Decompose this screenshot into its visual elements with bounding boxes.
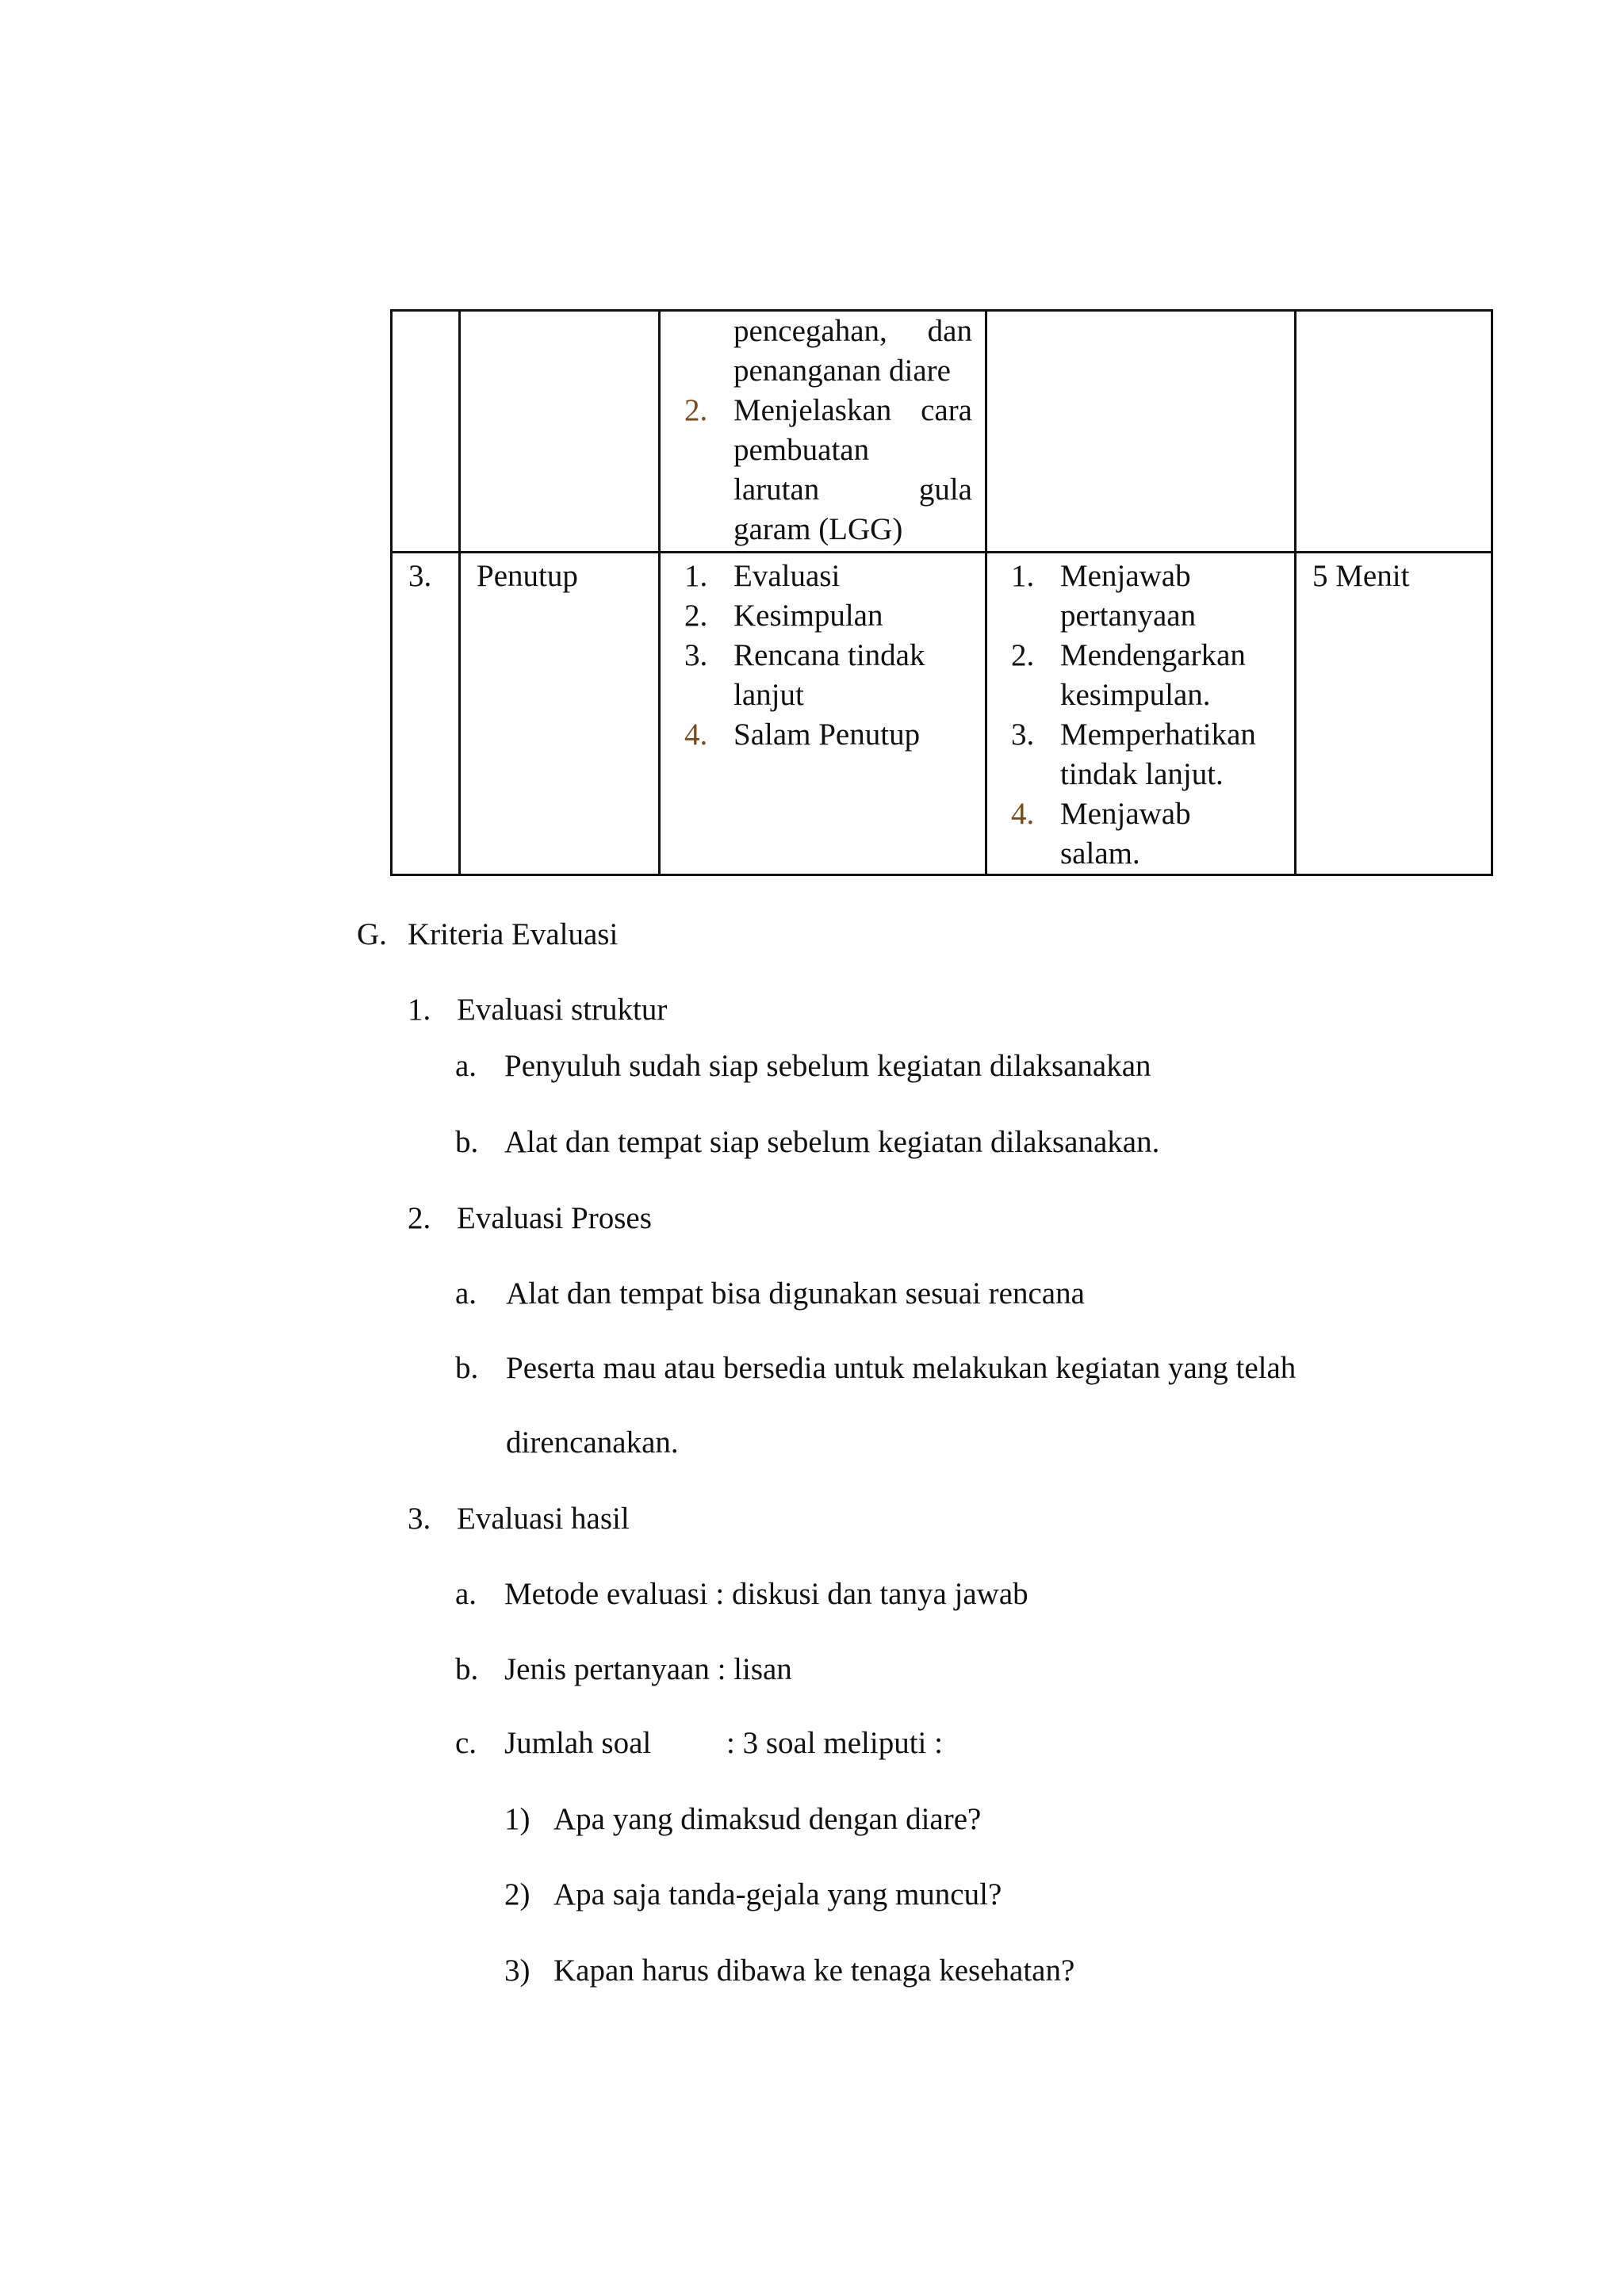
subitem-text-continued: direncanakan. (506, 1425, 679, 1460)
activity-continued-line: pencegahan, dan (733, 314, 972, 348)
table-cell-no (392, 553, 460, 875)
list-text: pembuatan (733, 433, 870, 467)
list-item (684, 715, 972, 755)
question-text: Apa yang dimaksud dengan diare? (553, 1802, 982, 1836)
list-item (684, 391, 972, 549)
list-item (1011, 715, 1281, 794)
table-cell-response (986, 311, 1296, 553)
subitem-text: Alat dan tempat siap sebelum kegiatan dilaksanakan. (504, 1125, 1160, 1159)
list-number: 1. (1011, 559, 1035, 593)
item-number: 2. (408, 1201, 431, 1235)
list-text: pertanyaan (1060, 599, 1197, 633)
list-text: Evaluasi (733, 559, 841, 593)
subitem-text: Peserta mau atau bersedia untuk melakukan kegiatan yang telah (506, 1351, 1297, 1385)
question-text: Kapan harus dibawa ke tenaga kesehatan? (553, 1954, 1075, 1988)
table-cell-time (1296, 311, 1492, 553)
list-text: Menjawab (1060, 559, 1191, 593)
question-number: 2) (504, 1877, 530, 1911)
subitem-text: Jenis pertanyaan : lisan (504, 1652, 792, 1686)
subitem-letter: b. (455, 1351, 479, 1385)
list-number: 4. (684, 718, 708, 752)
list-text: Memperhatikan (1060, 718, 1256, 752)
list-text: Rencana tindak (733, 638, 925, 672)
subitem-text: Metode evaluasi : diskusi dan tanya jawab (504, 1577, 1028, 1611)
list-number: 2. (684, 599, 708, 633)
table-cell-stage (460, 553, 660, 875)
list-text: lanjut (733, 678, 804, 712)
subitem-letter: b. (455, 1125, 479, 1159)
list-number: 3. (1011, 718, 1035, 752)
item-title: Evaluasi hasil (457, 1502, 630, 1536)
list-text: Salam Penutup (733, 718, 921, 752)
subitem-letter: a. (455, 1577, 477, 1611)
list-number: 3. (684, 638, 708, 672)
table-cell-stage (460, 311, 660, 553)
list-text: larutan gula (733, 473, 972, 507)
table-cell-time (1296, 553, 1492, 875)
list-number: 2. (684, 393, 708, 427)
list-number: 4. (1011, 797, 1035, 831)
table-row (392, 553, 1492, 875)
subitem-text: Jumlah soal (504, 1726, 652, 1760)
list-text: garam (LGG) (733, 512, 903, 546)
activity-table (390, 309, 1493, 876)
list-number: 2. (1011, 638, 1035, 672)
row-number: 3. (408, 559, 432, 593)
list-item (684, 636, 972, 715)
list-text: Menjelaskan cara (733, 393, 972, 427)
subitem-text: Penyuluh sudah siap sebelum kegiatan dilaksanakan (504, 1049, 1151, 1083)
item-number: 3. (408, 1502, 431, 1536)
table-cell-activity (660, 553, 986, 875)
stage-label: Penutup (477, 559, 578, 593)
subitem-letter: b. (455, 1652, 479, 1686)
activity-continued-line: penanganan diare (733, 354, 951, 388)
question-text: Apa saja tanda-gejala yang muncul? (553, 1877, 1002, 1911)
item-title: Evaluasi struktur (457, 993, 668, 1027)
table-cell-activity (660, 311, 986, 553)
subitem-value: : 3 soal meliputi : (726, 1726, 943, 1760)
list-text: Kesimpulan (733, 599, 883, 633)
subitem-text: Alat dan tempat bisa digunakan sesuai rencana (506, 1276, 1085, 1311)
subitem-letter: c. (455, 1726, 477, 1760)
subitem-letter: a. (455, 1276, 477, 1311)
section-title: Kriteria Evaluasi (408, 917, 619, 951)
list-text: tindak lanjut. (1060, 757, 1224, 791)
list-text: salam. (1060, 836, 1140, 871)
list-text: Menjawab (1060, 797, 1191, 831)
table-cell-no (392, 311, 460, 553)
list-text: Mendengarkan (1060, 638, 1246, 672)
list-item (1011, 557, 1281, 636)
duration-label: 5 Menit (1312, 559, 1410, 593)
list-item (684, 596, 972, 636)
subitem-letter: a. (455, 1049, 477, 1083)
list-text: kesimpulan. (1060, 678, 1211, 712)
table-row (392, 311, 1492, 553)
section-letter: G. (357, 917, 387, 951)
item-number: 1. (408, 993, 431, 1027)
question-number: 1) (504, 1802, 530, 1836)
item-title: Evaluasi Proses (457, 1201, 652, 1235)
list-item (684, 557, 972, 596)
question-number: 3) (504, 1954, 530, 1988)
list-item (1011, 636, 1281, 715)
list-number: 1. (684, 559, 708, 593)
list-item (1011, 794, 1281, 874)
table-cell-response (986, 553, 1296, 875)
